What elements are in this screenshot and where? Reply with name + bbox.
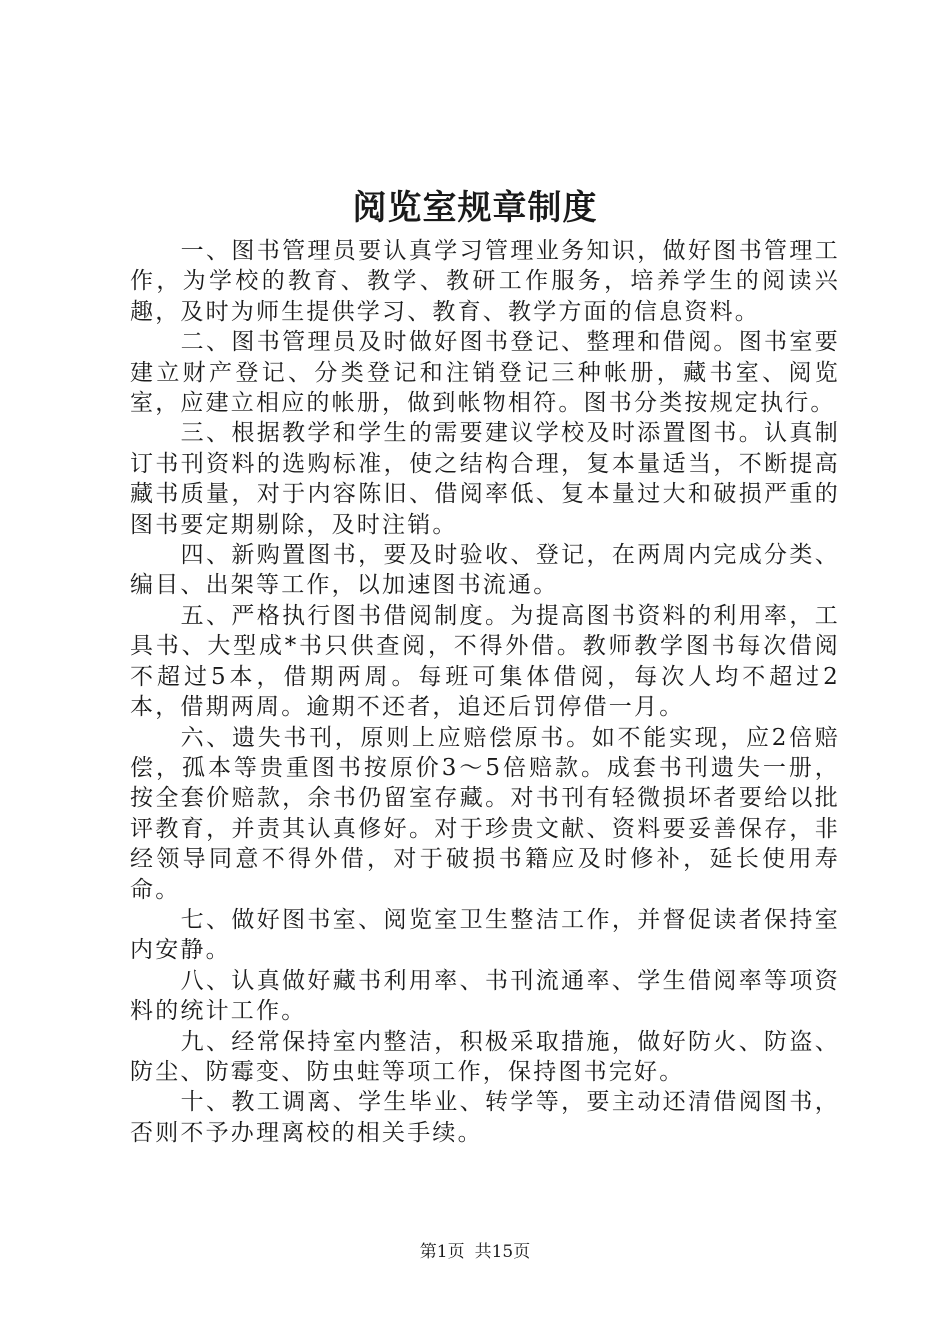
paragraph-1: 一、图书管理员要认真学习管理业务知识，做好图书管理工作，为学校的教育、教学、教研工作服务，培养学生的阅读兴趣，及时为师生提供学习、教育、教学方面的信息资料。 bbox=[130, 238, 840, 325]
document-body bbox=[130, 236, 840, 1148]
paragraph-10: 十、教工调离、学生毕业、转学等，要主动还清借阅图书，否则不予办理离校的相关手续。 bbox=[130, 1089, 840, 1146]
document-title: 阅览室规章制度 bbox=[352, 188, 598, 228]
paragraph-2: 二、图书管理员及时做好图书登记、整理和借阅。图书室要建立财产登记、分类登记和注销登记三种帐册，藏书室、阅览室，应建立相应的帐册，做到帐物相符。图书分类按规定执行。 bbox=[130, 329, 840, 417]
paragraph-4: 四、新购置图书，要及时验收、登记，在两周内完成分类、编目、出架等工作，以加速图书流通。 bbox=[130, 542, 840, 599]
paragraph-7: 七、做好图书室、阅览室卫生整洁工作，并督促读者保持室内安静。 bbox=[130, 906, 840, 964]
paragraph-3: 三、根据教学和学生的需要建议学校及时添置图书。认真制订书刊资料的选购标准，使之结构合理，复本量适当，不断提高藏书质量，对于内容陈旧、借阅率低、复本量过大和破损严重的图书要定期剔除，及时注销。 bbox=[130, 420, 840, 538]
page-total: 共15页 bbox=[474, 1242, 531, 1262]
paragraph-8: 八、认真做好藏书利用率、书刊流通率、学生借阅率等项资料的统计工作。 bbox=[130, 967, 840, 1025]
paragraph-6: 六、遗失书刊，原则上应赔偿原书。如不能实现，应2倍赔偿，孤本等贵重图书按原价3～5倍赔款。成套书刊遗失一册，按全套价赔款，余书仍留室存藏。对书刊有轻微损坏者要给以批评教育，并责其认真修好。对于珍贵文献、资料要妥善保存，非经领导同意不得外借，对于破损书籍应及时修补，延长使用寿命。 bbox=[130, 724, 840, 903]
page-number: 第1页 bbox=[419, 1242, 465, 1262]
paragraph-5: 五、严格执行图书借阅制度。为提高图书资料的利用率，工具书、大型成*书只供查阅，不得外借。教师教学图书每次借阅不超过5本，借期两周。每班可集体借阅，每次人均不超过2本，借期两周。逾期不还者，追还后罚停借一月。 bbox=[130, 602, 840, 721]
paragraph-9: 九、经常保持室内整洁，积极采取措施，做好防火、防盗、防尘、防霉变、防虫蛀等项工作，保持图书完好。 bbox=[130, 1028, 840, 1085]
page-footer bbox=[0, 1240, 950, 1264]
